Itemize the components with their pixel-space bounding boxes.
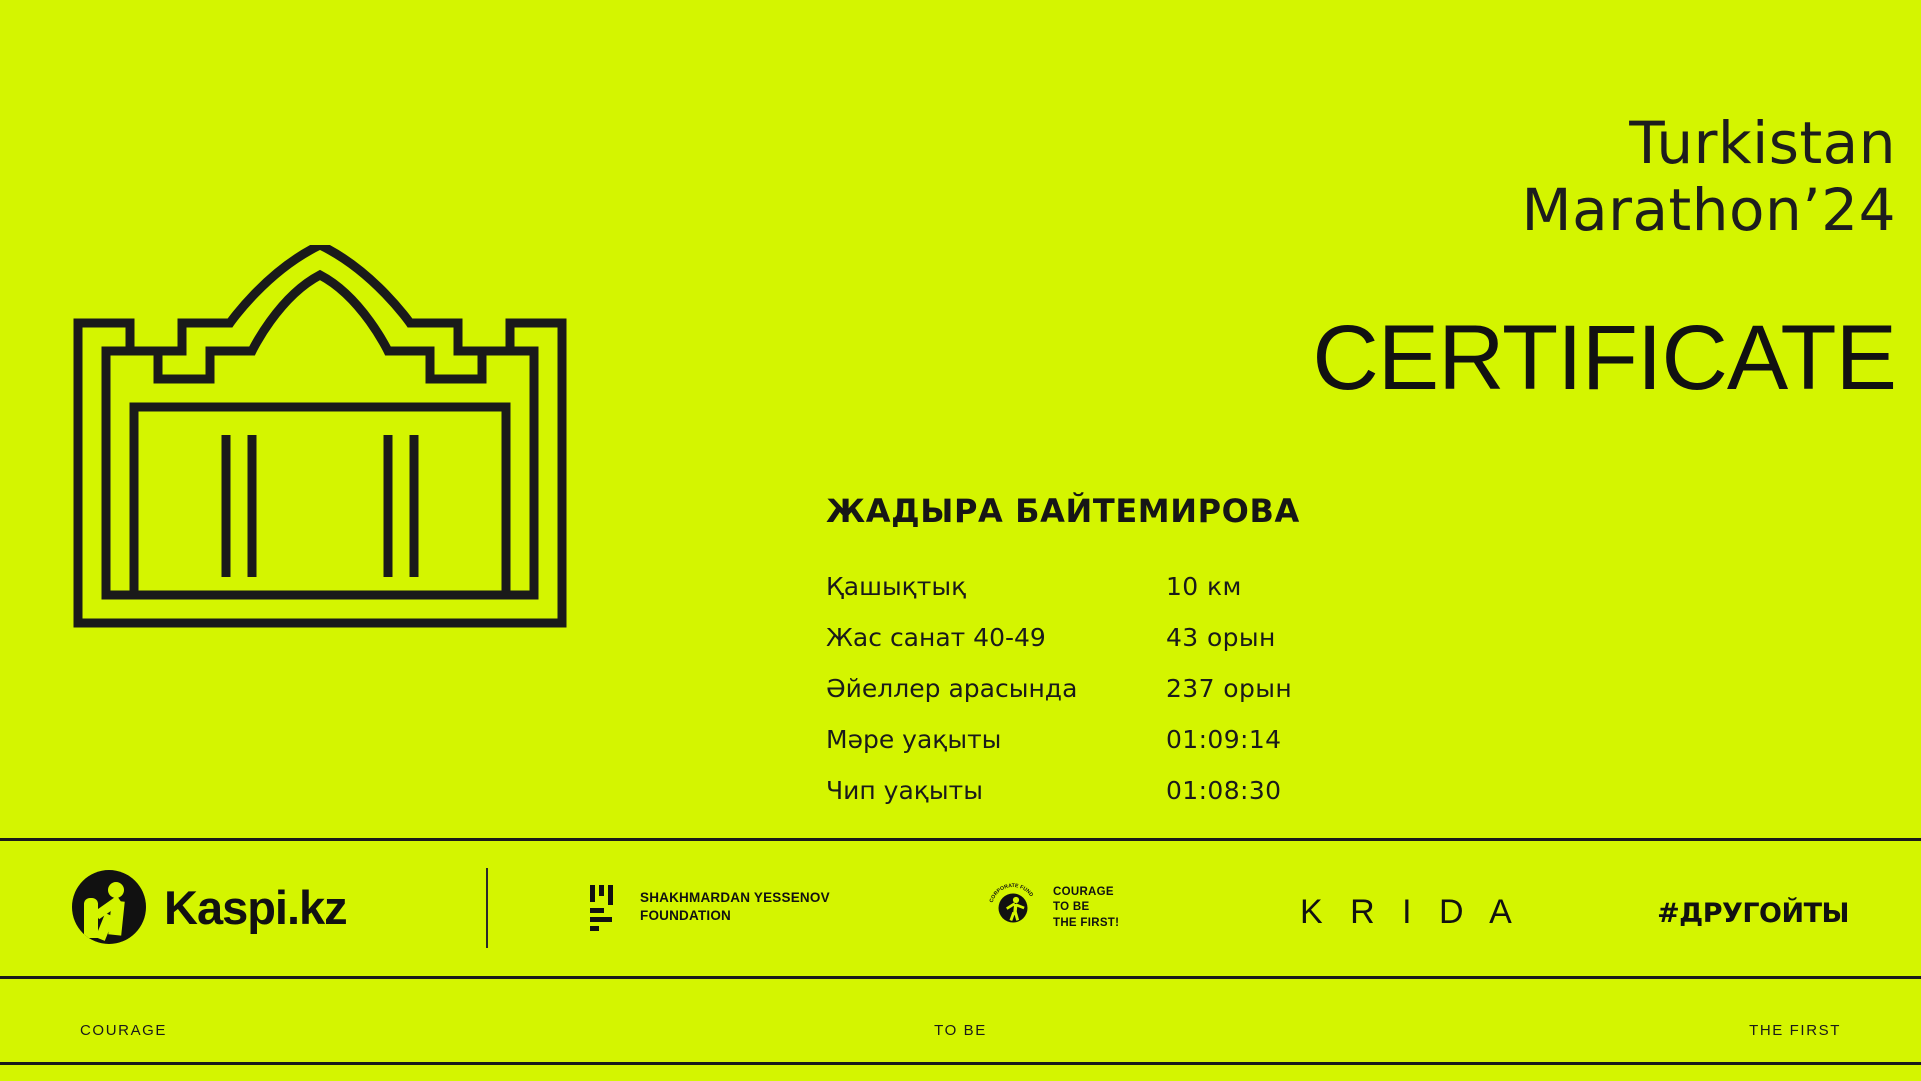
svg-text:CORPORATE FUND: CORPORATE FUND <box>988 882 1035 904</box>
footer-right: THE FIRST <box>1749 1021 1841 1039</box>
yessenov-line-1: SHAKHMARDAN YESSENOV <box>640 890 830 906</box>
divider-top <box>0 838 1921 841</box>
result-row <box>826 725 1786 754</box>
result-row <box>826 776 1786 805</box>
result-value: 43 орын <box>1166 623 1276 652</box>
result-row <box>826 572 1786 601</box>
event-title-line-1: Turkistan <box>1629 109 1896 177</box>
divider-bottom <box>0 1062 1921 1065</box>
result-value: 01:09:14 <box>1166 725 1282 754</box>
divider-middle <box>0 976 1921 979</box>
result-label: Әйеллер арасында <box>826 674 1078 703</box>
yessenov-line-2: FOUNDATION <box>640 908 731 923</box>
sponsor-yessenov-foundation <box>590 885 830 929</box>
results-list <box>826 572 1786 827</box>
participant-name: ЖАДЫРА БАЙТЕМИРОВА <box>826 492 1300 530</box>
courage-fund-line-3: THE FIRST! <box>1053 916 1120 929</box>
courage-fund-wordmark <box>1053 885 1119 932</box>
yessenov-bars-icon <box>590 885 626 929</box>
result-label: Мәре уақыты <box>826 725 1002 754</box>
sponsor-drugoity: #ДРУГОЙТЫ <box>1657 898 1849 929</box>
result-label: Чип уақыты <box>826 776 983 805</box>
footer-slogan <box>0 1000 1921 1060</box>
courage-fund-icon <box>985 880 1041 936</box>
courage-fund-line-1: COURAGE <box>1053 885 1114 898</box>
mosque-gate-emblem-icon <box>70 245 630 725</box>
yessenov-wordmark <box>640 889 830 925</box>
result-row <box>826 674 1786 703</box>
sponsor-krida: K R I D A <box>1300 893 1521 931</box>
sponsor-courage-fund <box>985 880 1119 936</box>
result-label: Жас санат 40-49 <box>826 623 1046 652</box>
kaspi-person-icon <box>72 870 146 944</box>
footer-left: COURAGE <box>80 1021 168 1039</box>
result-value: 10 км <box>1166 572 1242 601</box>
footer-middle: TO BE <box>934 1021 987 1039</box>
result-label: Қашықтық <box>826 572 967 601</box>
result-row <box>826 623 1786 652</box>
sponsor-kaspi <box>72 870 347 944</box>
kaspi-wordmark: Kaspi.kz <box>164 880 347 934</box>
sponsor-separator <box>486 868 488 948</box>
courage-fund-line-2: TO BE <box>1053 901 1090 914</box>
result-value: 01:08:30 <box>1166 776 1282 805</box>
result-value: 237 орын <box>1166 674 1293 703</box>
document-type-heading: CERTIFICATE <box>1312 307 1896 409</box>
event-title-line-2: Marathon’24 <box>1521 175 1896 244</box>
event-title <box>996 110 1896 243</box>
